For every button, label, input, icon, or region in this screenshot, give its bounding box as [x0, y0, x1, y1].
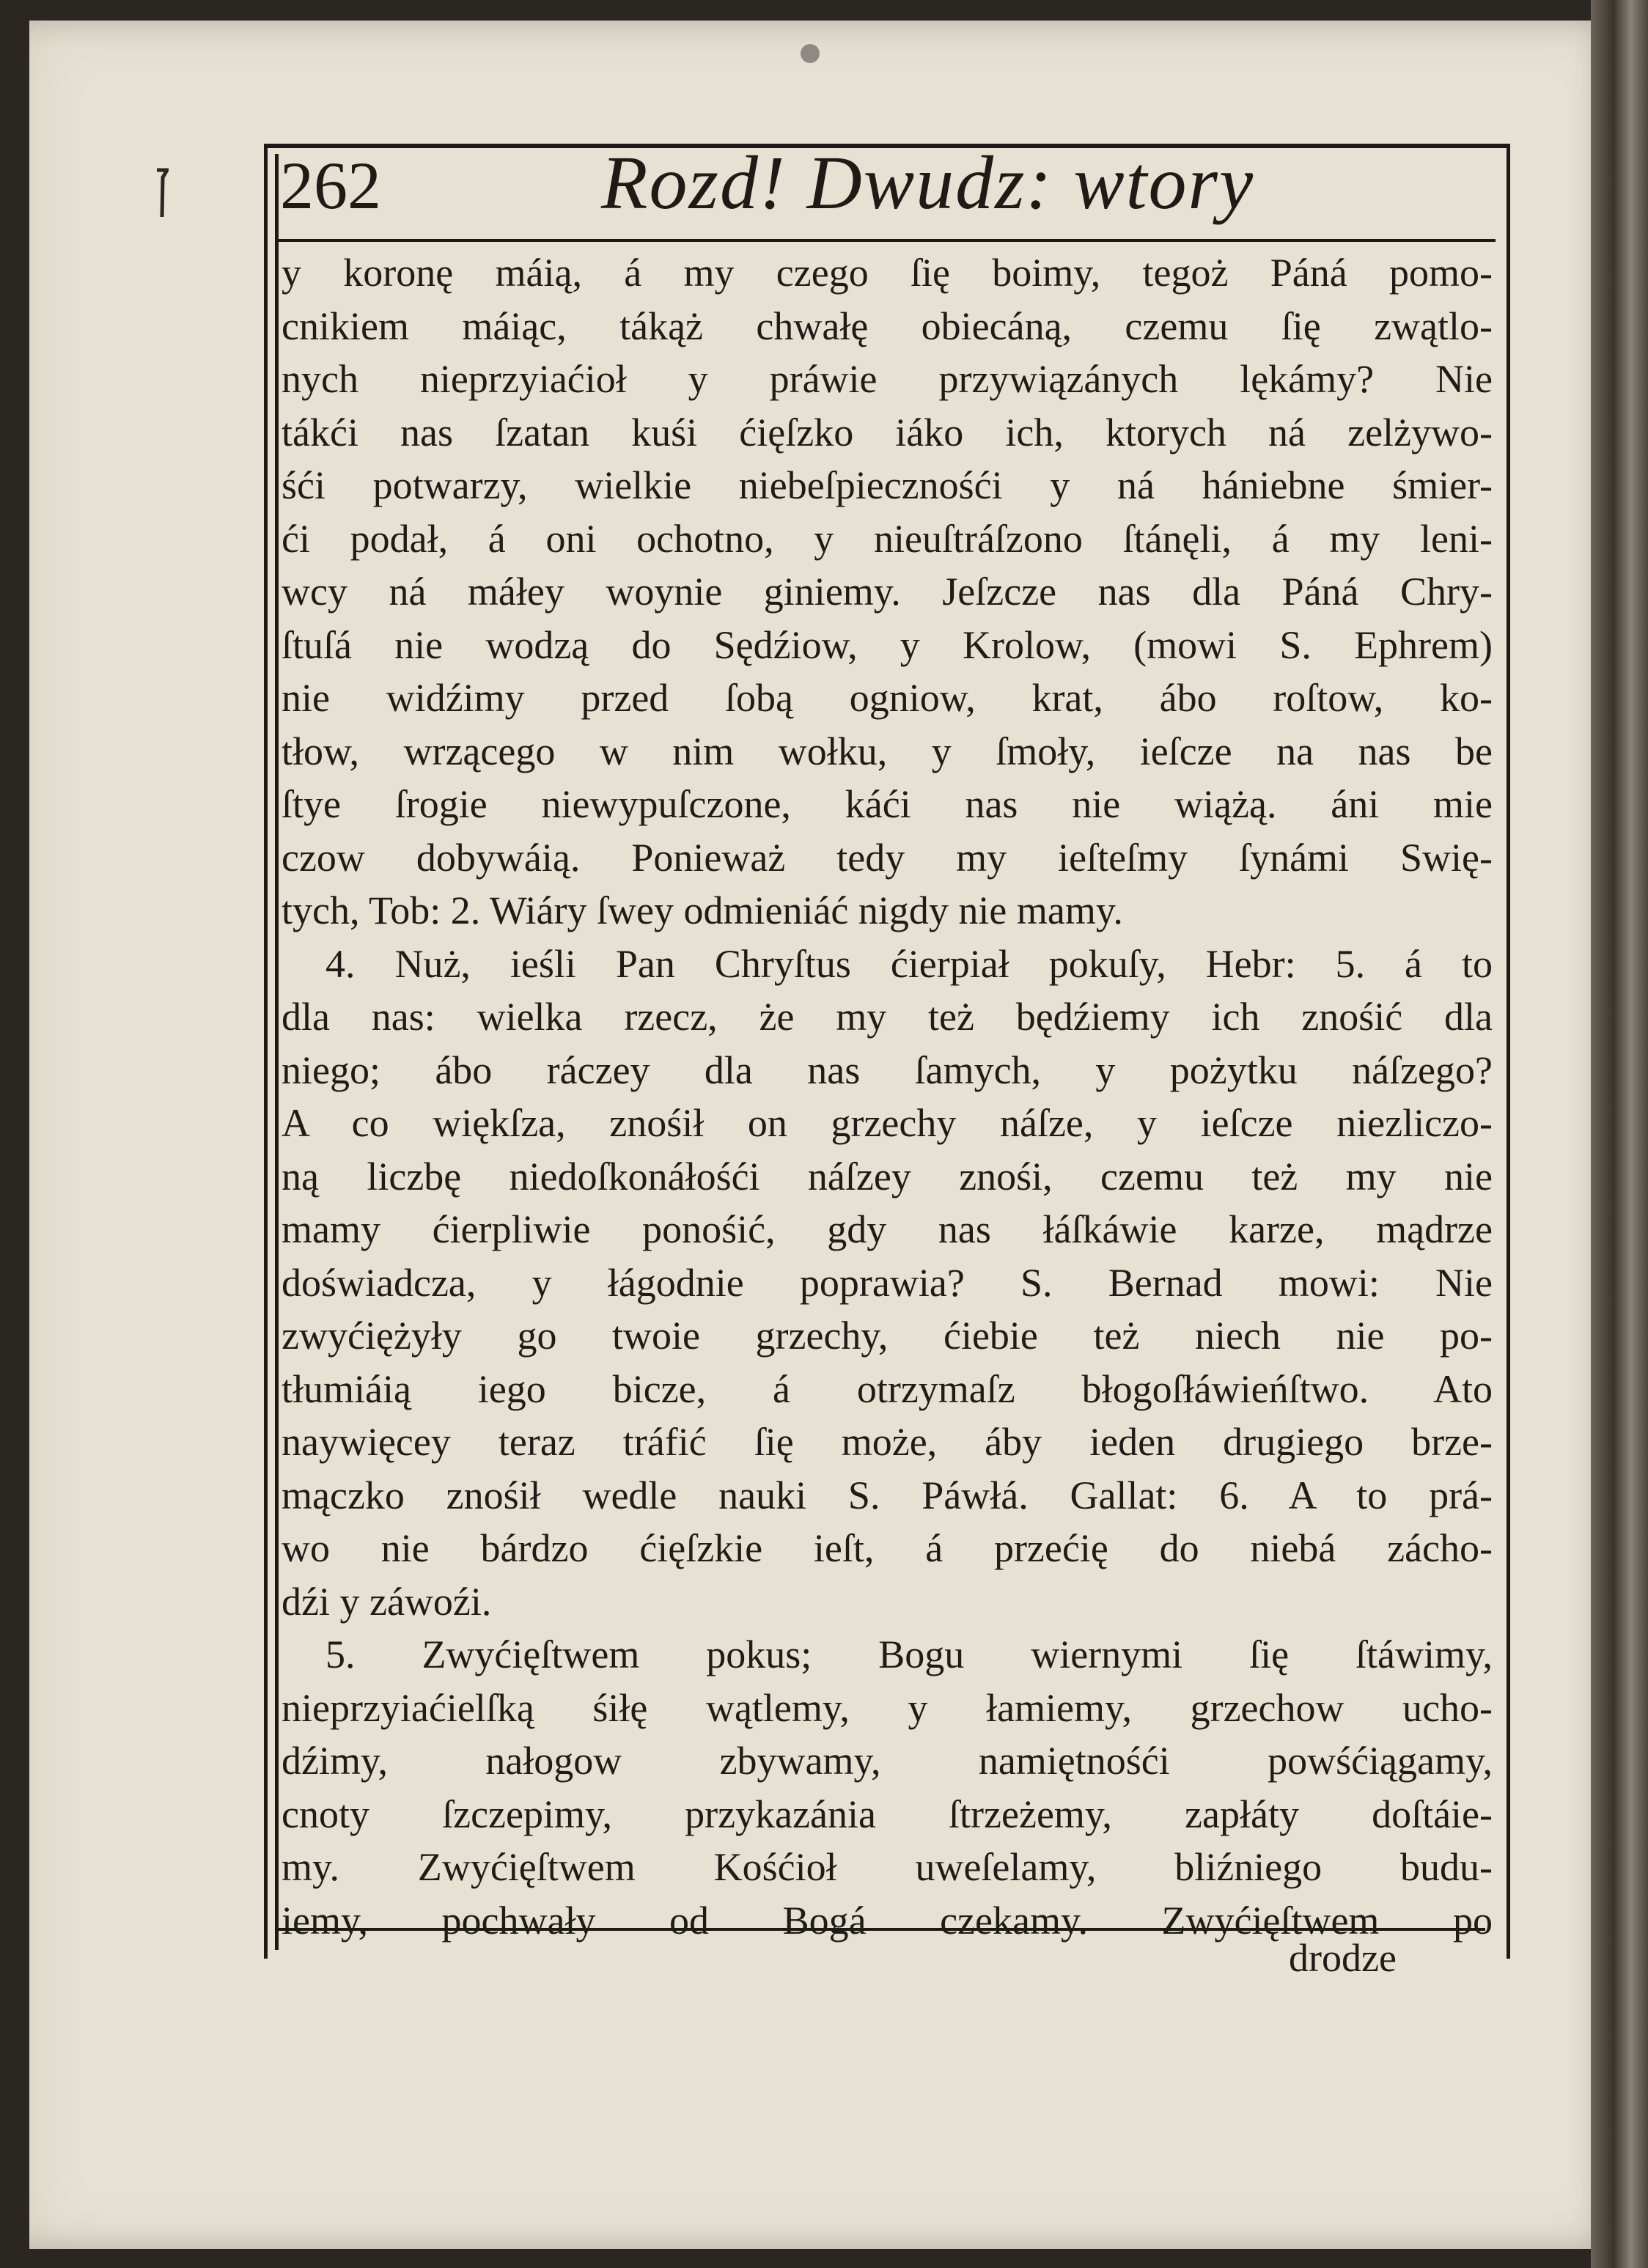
frame-inner-rule	[275, 154, 279, 1950]
text-line: dźimy, nałogow zbywamy, namiętnośći powśćiągamy,	[282, 1739, 1493, 1783]
header-rule	[276, 239, 1496, 242]
text-line: doświadcza, y łágodnie poprawia? S. Bernad mowi: Nie	[282, 1260, 1493, 1305]
text-line: cnikiem máiąc, tákąż chwałę obiecáną, czemu ſię zwątlo-	[282, 303, 1493, 348]
book-binding	[1591, 0, 1648, 2268]
text-line: my. Zwyćięſtwem Kośćioł uweſelamy, bliźniego budu-	[282, 1845, 1493, 1889]
text-line: wo nie bárdzo ćięſzkie ieſt, á przećię do niebá zácho-	[282, 1526, 1493, 1570]
text-line: dla nas: wielka rzecz, że my też będźiemy ich znośić dla	[282, 995, 1493, 1039]
text-line: śći potwarzy, wielkie niebeſpiecznośći y ná hániebne śmier-	[282, 463, 1493, 507]
body-text	[282, 246, 1493, 1947]
text-line: tych, Tob: 2. Wiáry ſwey odmieniáć nigdy nie mamy.	[282, 888, 1123, 932]
text-line: mamy ćierpliwie ponośić, gdy nas łáſkáwie karze, mądrze	[282, 1207, 1493, 1251]
text-line: nie widźimy przed ſobą ogniow, krat, ábo roſtow, ko-	[282, 676, 1493, 720]
text-line: iemy, pochwały od Bogá czekamy. Zwyćięſtwem po	[282, 1898, 1493, 1943]
text-line: ſtye ſrogie niewypuſczone, káći nas nie wiążą. áni mie	[282, 782, 1493, 826]
catchword: drodze	[1289, 1936, 1397, 1980]
text-line: nych nieprzyiaćioł y práwie przywiązánych lękámy? Nie	[282, 357, 1493, 401]
text-line: ſtuſá nie wodzą do Sędźiow, y Krolow, (mowi S. Ephrem)	[282, 622, 1493, 667]
text-line: 4. Nuż, ieśli Pan Chryſtus ćierpiał pokuſy, Hebr: 5. á to	[325, 941, 1493, 986]
text-line: A co więkſza, znośił on grzechy náſze, y ieſcze niezliczo-	[282, 1101, 1493, 1145]
text-line: nieprzyiaćielſką śiłę wątlemy, y łamiemy, grzechow ucho-	[282, 1685, 1493, 1730]
text-line: 5. Zwyćięſtwem pokus; Bogu wiernymi ſię ſtáwimy,	[325, 1632, 1493, 1676]
text-line: ći podał, á oni ochotno, y nieuſtráſzono ſtánęli, á my leni-	[282, 516, 1493, 561]
running-head: Rozd! Dwudz: wtory	[601, 141, 1255, 225]
text-line: czow dobywáią. Ponieważ tedy my ieſteſmy ſynámi Swię-	[282, 835, 1493, 880]
text-line: niego; ábo ráczey dla nas ſamych, y pożytku náſzego?	[282, 1048, 1493, 1092]
text-line: ną liczbę niedoſkonáłośći náſzey znośi, czemu też my nie	[282, 1154, 1493, 1199]
paper-blemish	[801, 44, 820, 63]
text-line: tákći nas ſzatan kuśi ćięſzko iáko ich, ktorych ná zelżywo-	[282, 410, 1493, 454]
text-line: wcy ná máłey woynie giniemy. Jeſzcze nas dla Páná Chry-	[282, 570, 1493, 614]
text-line: naywięcey teraz tráfić ſię może, áby ieden drugiego brze-	[282, 1420, 1493, 1464]
page-number: 262	[280, 148, 381, 223]
text-line: zwyćiężyły go twoie grzechy, ćiebie też niech nie po-	[282, 1314, 1493, 1358]
text-line: tłumiáią iego bicze, á otrzymaſz błogoſłáwieńſtwo. Ato	[282, 1366, 1493, 1411]
text-line: mączko znośił wedle nauki S. Páwłá. Gallat: 6. A to prá-	[282, 1473, 1493, 1517]
text-line: cnoty ſzczepimy, przykazánia ſtrzeżemy, zapłáty doſtáie-	[282, 1792, 1493, 1836]
margin-mark	[155, 167, 169, 218]
text-line: tłow, wrzącego w nim wołku, y ſmoły, ieſcze na nas be	[282, 729, 1493, 773]
text-line: y koronę máią, á my czego ſię boimy, tegoż Páná pomo-	[282, 251, 1493, 295]
text-line: dźi y záwoźi.	[282, 1579, 492, 1624]
